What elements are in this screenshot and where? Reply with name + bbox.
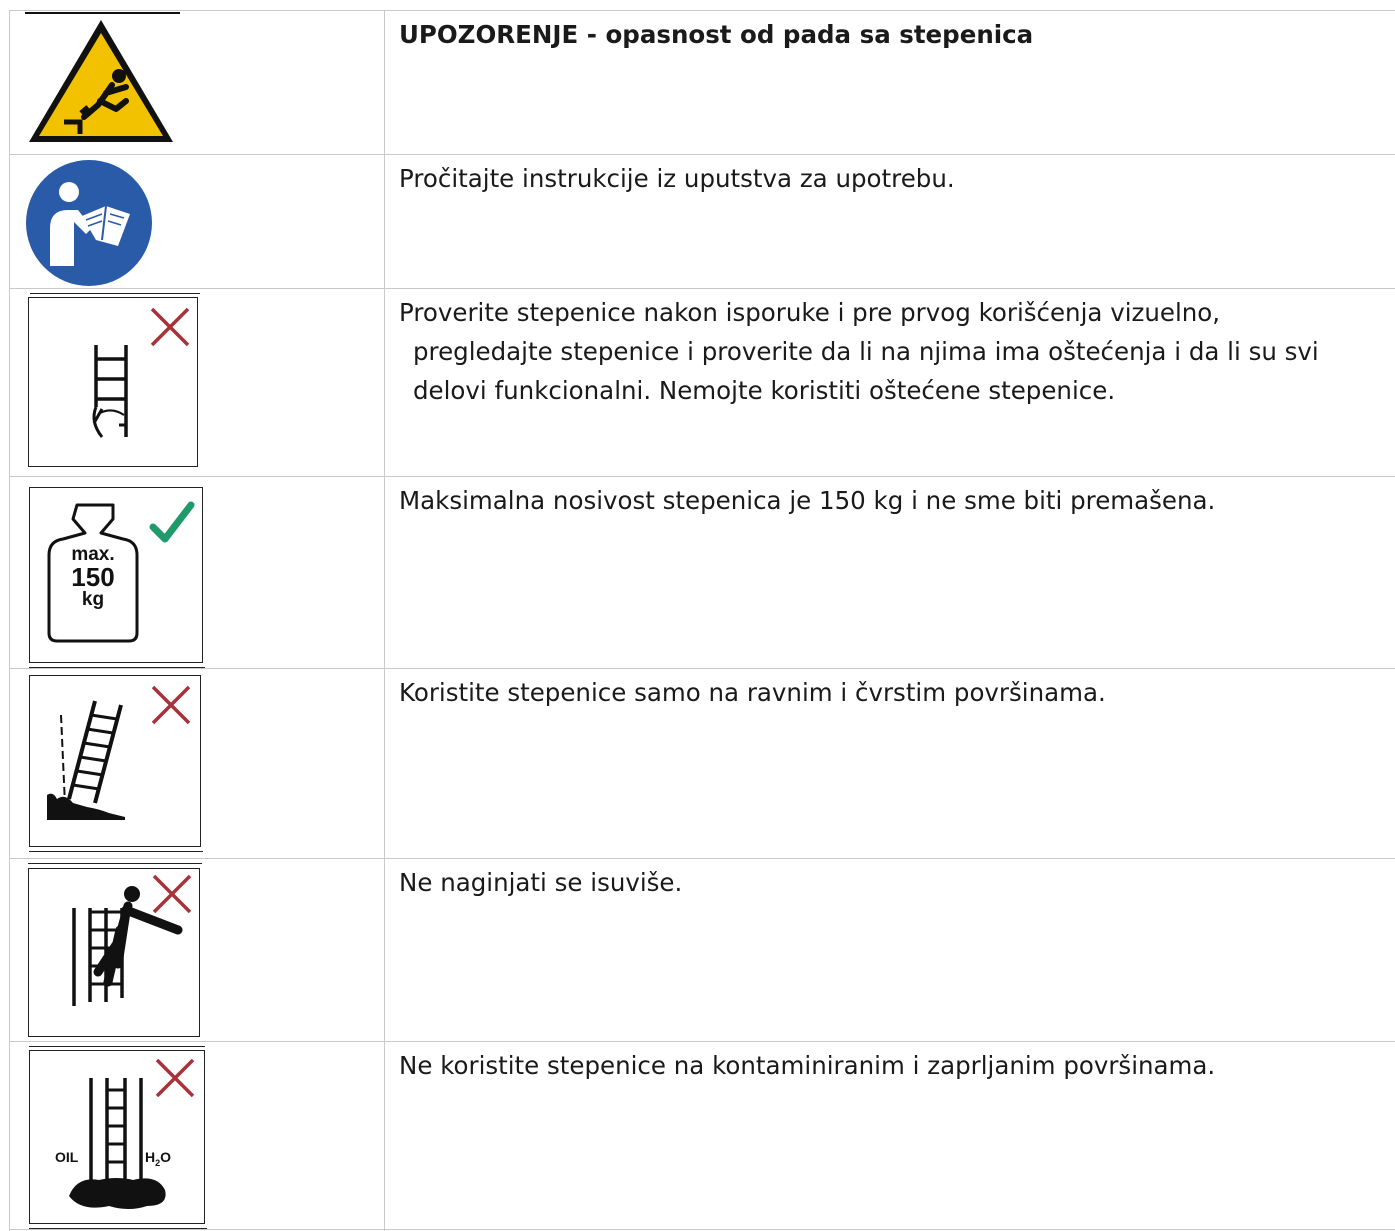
contaminated-surface-icon (29, 1050, 205, 1224)
uneven-ground-icon (29, 675, 201, 847)
safety-instructions-table (9, 10, 1395, 1230)
table-row (9, 476, 1395, 668)
row-text: UPOZORENJE - opasnost od pada sa stepenica (399, 20, 1034, 49)
text-cell (399, 155, 1395, 288)
table-row (9, 10, 1395, 154)
text-cell (399, 669, 1395, 858)
icon-cell (9, 289, 384, 476)
max-load-label-unit: kg (81, 589, 105, 610)
row-text: Koristite stepenice samo na ravnim i čvrstim površinama. (399, 678, 1106, 707)
water-label (145, 1149, 171, 1168)
row-text-line-2: pregledajte stepenice i proverite da li na njima ima oštećenja i da li su svi (413, 337, 1319, 366)
text-cell (399, 859, 1395, 1041)
max-load-label-value: 150 (71, 562, 115, 592)
damaged-ladder-icon (28, 297, 198, 467)
frame-top-rule (28, 863, 202, 864)
frame-top-rule (29, 1046, 205, 1047)
fall-hazard-warning-icon (26, 17, 176, 145)
row-text-line-1: Proverite stepenice nakon isporuke i pre prvog korišćenja vizuelno, (399, 298, 1221, 327)
text-cell (399, 289, 1395, 476)
row-text: Ne koristite stepenice na kontaminiranim i zaprljanim površinama. (399, 1051, 1216, 1080)
frame-top-rule (30, 293, 200, 294)
overreach-icon (28, 868, 200, 1037)
icon-cell (9, 1042, 384, 1229)
text-cell (399, 1042, 1395, 1229)
read-manual-icon (22, 158, 156, 288)
table-row (9, 154, 1395, 288)
row-text: Maksimalna nosivost stepenica je 150 kg i ne sme biti premašena. (399, 486, 1216, 515)
row-text: Ne naginjati se isuviše. (399, 868, 683, 897)
icon-cell (9, 669, 384, 858)
icon-cell (9, 155, 384, 288)
oil-label: OIL (55, 1149, 79, 1165)
table-row (9, 668, 1395, 858)
frame-bottom-rule (29, 851, 203, 852)
water-label-base: H (145, 1149, 156, 1165)
max-load-label (49, 545, 137, 610)
table-row (9, 858, 1395, 1041)
row-text: Pročitajte instrukcije iz uputstva za upotrebu. (399, 164, 955, 193)
water-label-end: O (160, 1149, 172, 1165)
icon-cell (9, 477, 384, 668)
icon-cell (9, 859, 384, 1041)
table-row (9, 1041, 1395, 1230)
row-text-line-3: delovi funkcionalni. Nemojte koristiti oštećene stepenice. (413, 376, 1116, 405)
text-cell (399, 11, 1395, 154)
icon-cell (9, 11, 384, 154)
max-load-label-max: max. (71, 544, 115, 565)
text-cell (399, 477, 1395, 668)
water-label-sub: 2 (155, 1157, 161, 1168)
table-row (9, 288, 1395, 476)
row-text (399, 289, 1395, 410)
frame-bottom-rule (29, 1228, 207, 1229)
